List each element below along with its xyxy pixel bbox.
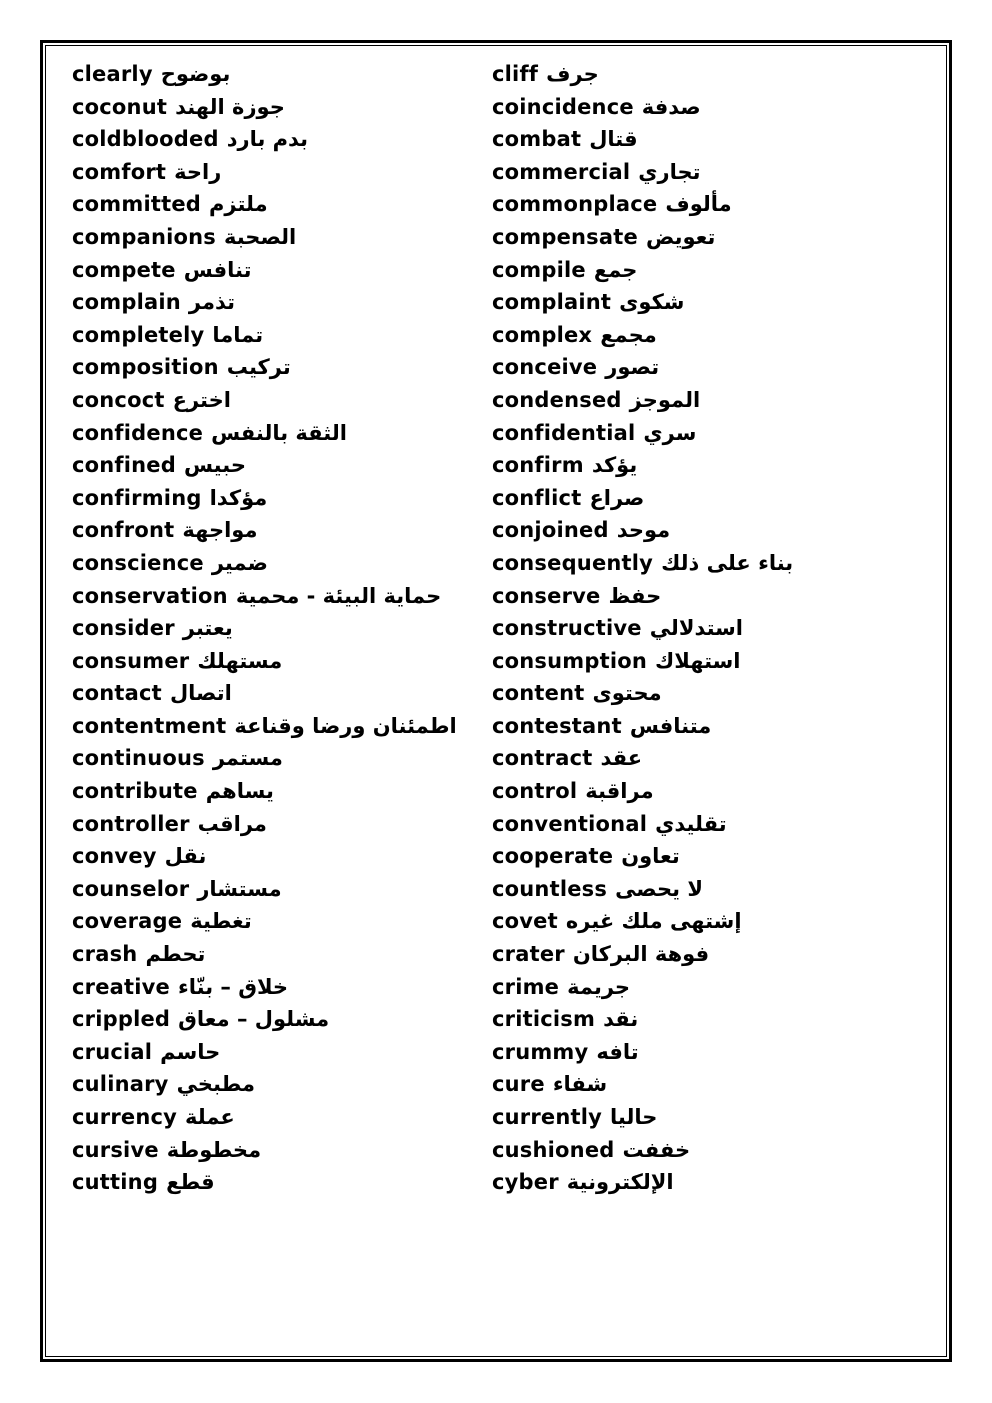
english-word: crummy <box>492 1039 589 1064</box>
vocab-entry <box>72 254 492 287</box>
english-word: comfort <box>72 159 167 184</box>
english-word: complain <box>72 290 181 315</box>
arabic-translation: مستهلك <box>197 648 283 673</box>
english-word: crippled <box>72 1007 171 1032</box>
arabic-translation: مواجهة <box>182 518 258 543</box>
vocab-entry <box>72 742 492 775</box>
english-word: contentment <box>72 713 227 738</box>
vocab-entry <box>492 905 912 938</box>
english-word: currently <box>492 1105 603 1129</box>
arabic-translation: لا يحصى <box>615 876 703 901</box>
english-word: control <box>492 779 578 804</box>
english-word: coldblooded <box>72 127 219 152</box>
arabic-translation: مخطوطة <box>166 1137 262 1162</box>
english-word: consequently <box>492 550 654 575</box>
vocab-entry <box>72 1166 492 1199</box>
vocab-entry <box>492 449 912 482</box>
vocab-entry <box>492 319 912 352</box>
vocab-entry <box>72 514 492 547</box>
vocab-entry <box>72 808 492 841</box>
vocab-entry <box>72 905 492 938</box>
english-word: cyber <box>492 1170 559 1195</box>
arabic-translation: إشتهى ملك غيره <box>565 909 742 934</box>
arabic-translation: نقد <box>603 1007 639 1032</box>
vocab-entry <box>492 91 912 124</box>
arabic-translation: يؤكد <box>591 453 638 478</box>
arabic-translation: الإلكترونية <box>566 1170 674 1195</box>
arabic-translation: يعتبر <box>182 616 233 641</box>
english-word: creative <box>72 974 170 999</box>
vocab-entry <box>72 612 492 645</box>
english-word: controller <box>72 811 190 836</box>
arabic-translation: الثقة بالنفس <box>211 420 347 445</box>
arabic-translation: جوزة الهند <box>175 94 285 119</box>
english-word: crime <box>492 974 560 999</box>
english-word: consumption <box>492 648 648 673</box>
arabic-translation: ضمير <box>211 550 268 575</box>
arabic-translation: سري <box>643 420 697 445</box>
arabic-translation: تجاري <box>638 159 701 184</box>
arabic-translation: شفاء <box>552 1072 608 1097</box>
vocab-entry <box>72 188 492 221</box>
arabic-translation: يساهم <box>205 779 274 804</box>
english-word: conserve <box>492 583 601 608</box>
vocab-entry <box>72 547 492 580</box>
english-word: coincidence <box>492 94 634 119</box>
arabic-translation: نقل <box>164 844 207 869</box>
vocab-entry <box>72 417 492 450</box>
arabic-translation: مستشار <box>197 876 282 901</box>
english-word: contact <box>72 681 162 706</box>
english-word: cutting <box>72 1170 159 1195</box>
arabic-translation: صدفة <box>641 94 701 119</box>
vocab-entry <box>72 710 492 743</box>
arabic-translation: قتال <box>589 127 638 152</box>
arabic-translation: اتصال <box>169 681 232 706</box>
english-word: coconut <box>72 94 168 119</box>
arabic-translation: تعويض <box>645 224 716 249</box>
english-word: consumer <box>72 648 190 673</box>
vocab-entry <box>492 873 912 906</box>
english-word: compile <box>492 257 586 282</box>
english-word: content <box>492 681 585 706</box>
vocab-entry <box>492 677 912 710</box>
vocab-entry <box>492 775 912 808</box>
arabic-translation: تركيب <box>226 355 291 380</box>
vocab-entry <box>72 384 492 417</box>
vocab-entry <box>72 91 492 124</box>
vocab-entry <box>492 188 912 221</box>
english-word: consider <box>72 616 175 641</box>
arabic-translation: الموجز <box>629 387 701 412</box>
arabic-translation: جمع <box>593 257 638 282</box>
arabic-translation: مألوف <box>665 192 732 217</box>
english-word: cushioned <box>492 1137 615 1162</box>
arabic-translation: اطمئنان ورضا وقناعة <box>234 713 457 738</box>
arabic-translation: عملة <box>185 1105 235 1129</box>
english-word: constructive <box>492 616 642 641</box>
vocab-entry <box>492 286 912 319</box>
vocab-entry <box>492 351 912 384</box>
vocab-entry <box>492 1166 912 1199</box>
vocab-entry <box>492 514 912 547</box>
english-word: complaint <box>492 290 612 315</box>
arabic-translation: تافه <box>596 1039 639 1064</box>
vocab-entry <box>492 971 912 1004</box>
vocab-entry <box>72 351 492 384</box>
vocab-entry <box>72 58 492 91</box>
arabic-translation: جرف <box>546 62 599 86</box>
english-word: clearly <box>72 62 153 86</box>
vocab-entry <box>492 384 912 417</box>
vocab-entry <box>72 1101 492 1134</box>
english-word: confidential <box>492 420 636 445</box>
vocab-entry <box>72 1068 492 1101</box>
english-word: coverage <box>72 909 183 934</box>
vocab-entry <box>492 938 912 971</box>
arabic-translation: تعاون <box>621 844 680 869</box>
arabic-translation: تقليدي <box>655 811 727 836</box>
english-word: cliff <box>492 62 539 86</box>
vocab-column-left <box>72 58 492 1199</box>
vocab-entry <box>492 156 912 189</box>
english-word: commercial <box>492 159 631 184</box>
vocab-entry <box>72 319 492 352</box>
english-word: conservation <box>72 583 228 608</box>
vocab-entry <box>72 1134 492 1167</box>
english-word: committed <box>72 192 201 217</box>
english-word: confirming <box>72 485 202 510</box>
arabic-translation: تصور <box>605 355 660 380</box>
vocab-entry <box>492 612 912 645</box>
english-word: crash <box>72 942 138 967</box>
arabic-translation: تحطم <box>145 942 206 967</box>
vocab-entry <box>492 840 912 873</box>
arabic-translation: بدم بارد <box>226 127 309 152</box>
vocab-entry <box>492 580 912 613</box>
vocab-entry <box>492 123 912 156</box>
arabic-translation: تنافس <box>183 257 252 282</box>
english-word: cure <box>492 1072 545 1097</box>
english-word: confirm <box>492 453 584 478</box>
arabic-translation: حبيس <box>184 453 246 478</box>
english-word: culinary <box>72 1072 169 1097</box>
arabic-translation: مطبخي <box>176 1072 255 1097</box>
english-word: conscience <box>72 550 204 575</box>
vocab-entry <box>72 286 492 319</box>
vocab-entry <box>492 482 912 515</box>
english-word: currency <box>72 1105 178 1129</box>
vocab-entry <box>492 1068 912 1101</box>
arabic-translation: خففت <box>622 1137 691 1162</box>
vocab-entry <box>72 123 492 156</box>
vocab-entry <box>72 840 492 873</box>
arabic-translation: مستمر <box>212 746 283 771</box>
vocab-entry <box>492 808 912 841</box>
arabic-translation: بناء على ذلك <box>661 550 794 575</box>
arabic-translation: محتوى <box>592 681 662 706</box>
english-word: conceive <box>492 355 598 380</box>
english-word: confront <box>72 518 175 543</box>
english-word: contribute <box>72 779 198 804</box>
vocab-entry <box>72 677 492 710</box>
english-word: concoct <box>72 387 165 412</box>
english-word: conflict <box>492 485 582 510</box>
arabic-translation: حاسم <box>160 1039 221 1064</box>
arabic-translation: خلاق – بنّاء <box>178 974 289 999</box>
vocab-entry <box>492 1003 912 1036</box>
vocab-entry <box>72 449 492 482</box>
arabic-translation: بوضوح <box>160 62 231 86</box>
english-word: completely <box>72 322 205 347</box>
arabic-translation: تذمر <box>188 290 236 315</box>
english-word: cooperate <box>492 844 614 869</box>
vocab-entry <box>72 1036 492 1069</box>
vocab-entry <box>492 710 912 743</box>
english-word: contestant <box>492 713 622 738</box>
arabic-translation: الصحبة <box>224 224 297 249</box>
vocab-entry <box>492 58 912 91</box>
english-word: crater <box>492 942 565 967</box>
english-word: confidence <box>72 420 204 445</box>
vocab-entry <box>72 482 492 515</box>
arabic-translation: تماما <box>212 322 264 347</box>
arabic-translation: استهلاك <box>655 648 741 673</box>
arabic-translation: مجمع <box>600 322 657 347</box>
english-word: composition <box>72 355 219 380</box>
vocab-entry <box>72 938 492 971</box>
arabic-translation: قطع <box>166 1170 215 1195</box>
english-word: conjoined <box>492 518 609 543</box>
arabic-translation: مؤكدا <box>209 485 268 510</box>
arabic-translation: حاليا <box>610 1105 658 1129</box>
arabic-translation: مراقب <box>197 811 267 836</box>
arabic-translation: ملتزم <box>209 192 268 217</box>
arabic-translation: حفظ <box>608 583 662 608</box>
vocab-entry <box>492 417 912 450</box>
arabic-translation: مراقبة <box>585 779 654 804</box>
english-word: combat <box>492 127 582 152</box>
arabic-translation: صراع <box>589 485 645 510</box>
vocab-entry <box>492 645 912 678</box>
vocab-column-right <box>492 58 912 1199</box>
english-word: countless <box>492 876 608 901</box>
arabic-translation: استدلالي <box>649 616 744 641</box>
vocab-entry <box>492 1134 912 1167</box>
arabic-translation: راحة <box>174 159 222 184</box>
english-word: confined <box>72 453 176 478</box>
english-word: conventional <box>492 811 648 836</box>
english-word: contract <box>492 746 593 771</box>
english-word: condensed <box>492 387 622 412</box>
english-word: compensate <box>492 224 638 249</box>
arabic-translation: اخترع <box>172 387 231 412</box>
vocab-entry <box>492 254 912 287</box>
vocab-entry <box>492 1101 912 1134</box>
arabic-translation: عقد <box>600 746 643 771</box>
arabic-translation: جريمة <box>567 974 631 999</box>
english-word: complex <box>492 322 593 347</box>
arabic-translation: متنافس <box>629 713 712 738</box>
arabic-translation: مشلول – معاق <box>178 1007 330 1032</box>
vocab-entry <box>72 971 492 1004</box>
arabic-translation: موحد <box>616 518 671 543</box>
vocab-entry <box>72 1003 492 1036</box>
english-word: companions <box>72 224 216 249</box>
arabic-translation: تغطية <box>190 909 252 934</box>
english-word: compete <box>72 257 176 282</box>
english-word: counselor <box>72 876 190 901</box>
vocab-entry <box>492 742 912 775</box>
arabic-translation: حماية البيئة - محمية <box>235 583 442 608</box>
english-word: continuous <box>72 746 205 771</box>
english-word: criticism <box>492 1007 596 1032</box>
vocab-entry <box>72 580 492 613</box>
english-word: convey <box>72 844 157 869</box>
vocab-entry <box>492 221 912 254</box>
english-word: commonplace <box>492 192 658 217</box>
english-word: covet <box>492 909 558 934</box>
english-word: crucial <box>72 1039 153 1064</box>
vocab-entry <box>72 873 492 906</box>
vocab-entry <box>72 775 492 808</box>
arabic-translation: فوهة البركان <box>572 942 710 967</box>
vocab-entry <box>72 221 492 254</box>
vocab-entry <box>72 645 492 678</box>
arabic-translation: شكوى <box>619 290 685 315</box>
english-word: cursive <box>72 1137 159 1162</box>
vocab-entry <box>492 547 912 580</box>
vocab-entry <box>492 1036 912 1069</box>
vocab-entry <box>72 156 492 189</box>
